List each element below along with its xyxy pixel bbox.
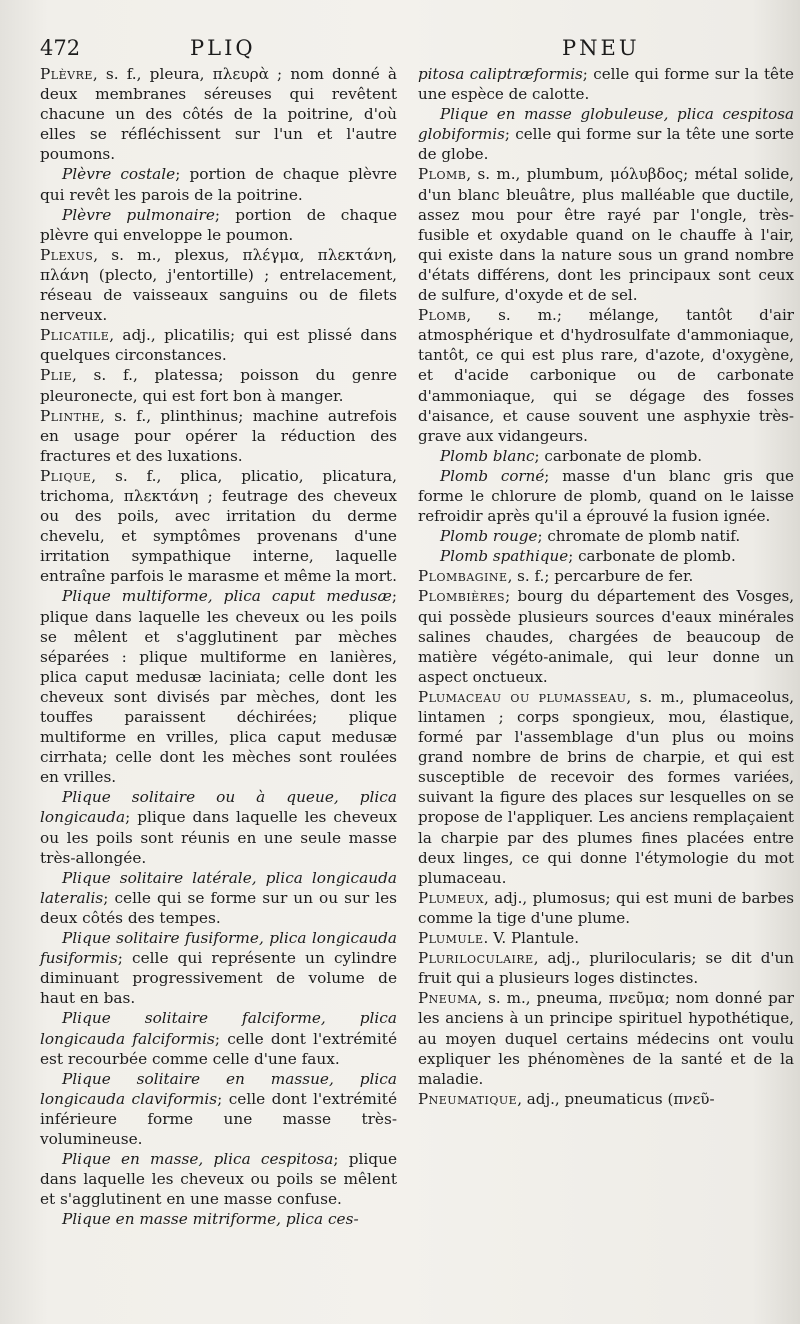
entry — [418, 64, 794, 104]
entry — [418, 546, 794, 566]
entry — [40, 787, 397, 867]
entry-definition: . V. Plantule. — [483, 929, 579, 948]
entry-headword: Plique en masse mitriforme, plica ces- — [62, 1210, 359, 1229]
entry-definition: ; celle qui représente un cylindre diminuant progressivement de volume de haut en bas. — [40, 949, 397, 1008]
entry — [418, 948, 794, 988]
entry-headword: Plique solitaire en massue, plica longicauda claviformis — [40, 1069, 397, 1108]
entry-headword: Plomb spathique — [440, 547, 569, 566]
entry — [40, 1008, 397, 1068]
entry — [40, 1149, 397, 1209]
entry-headword: Plomb — [418, 165, 467, 184]
entry — [40, 325, 397, 365]
entry — [418, 305, 794, 446]
entry-headword: Pneuma — [418, 989, 478, 1008]
entry-headword: Plumeux — [418, 888, 485, 907]
entry-definition: , s. m., plumaceolus, lintamen ; corps spongieux, mou, élastique, formé par l'assemblage d'un plus ou moins grand nombre de brins de charpie, et qui est susceptible de recevoir des formes variées, suivant la figure des places sur lesquelles on se propose de l'appliquer. Les anciens remplaçaient la charpie par des plumes fines placées entre deux linges, ce qui donne l'étymologie du mot plumaceau. — [418, 687, 794, 887]
entry-definition: ; celle dont l'extrémité inférieure forme une masse très-volumineuse. — [40, 1089, 397, 1148]
entry-definition: , s. f., platessa; poisson du genre pleuronecte, qui est fort bon à manger. — [40, 366, 397, 405]
entry-definition: , adj., plurilocularis; se dit d'un fruit qui a plusieurs loges distinctes. — [418, 949, 794, 988]
entry-definition: , s. f., pleura, πλευρὰ ; nom donné à deux membranes séreuses qui revêtent chacune un des côtés de la poitrine, d'où elles se réfléchissent sur l'un et l'autre poumons. — [40, 65, 397, 164]
entry-definition: ; masse d'un blanc gris que forme le chlorure de plomb, quand on le laisse refroidir après qu'il a éprouvé la fusion ignée. — [418, 466, 794, 526]
entry — [418, 164, 794, 305]
entry-headword: Plumaceau ou plumasseau — [418, 687, 627, 706]
entry — [418, 104, 794, 164]
entry-definition: , s. m., plexus, πλέγμα, πλεκτάνη, πλάνη (plecto, j'entortille) ; entrelacement, réseau de vaisseaux sanguins ou de filets nerveux. — [40, 245, 397, 325]
entry-headword: Plie — [40, 366, 72, 385]
entry-headword: Pneumatique — [418, 1089, 518, 1108]
entry-definition: , s. m., plumbum, μόλυβδος; métal solide, d'un blanc bleuâtre, plus malléable que ductile, assez mou pour être rayé par l'ongle, très-fusible et oxydable quand on le chauffe à l'air, qui existe dans la nature sous un grand nombre d'états différens, dont les principaux sont ceux de sulfure, d'oxyde et de sel. — [418, 165, 794, 305]
entry — [40, 1069, 397, 1149]
entry — [40, 586, 397, 787]
entry-headword: Plombières — [418, 587, 506, 606]
entry — [40, 406, 397, 466]
right-running-head: PNEU — [562, 36, 640, 60]
entry-definition: ; chromate de plomb natif. — [537, 527, 741, 546]
entry-headword: Plumule — [418, 929, 484, 948]
entry-definition: ; portion de chaque plèvre qui enveloppe le poumon. — [40, 205, 397, 244]
entry-headword: Plicatile — [40, 326, 110, 345]
entry-headword: Plique solitaire fusiforme, plica longicauda fusiformis — [40, 929, 397, 968]
entry-headword: Plique solitaire latérale, plica longicauda lateralis — [40, 868, 397, 907]
entry-definition: , adj., pneumaticus (πνεῦ- — [517, 1089, 715, 1108]
entry-definition: ; celle qui se forme sur un ou sur les deux côtés des tempes. — [40, 888, 397, 927]
entry — [40, 164, 397, 204]
entry — [418, 988, 794, 1088]
page-number: 472 — [40, 36, 81, 60]
entry — [418, 526, 794, 546]
entry-definition: , adj., plumosus; qui est muni de barbes comme la tige d'une plume. — [418, 888, 794, 927]
entry-headword: Plombagine — [418, 567, 508, 586]
entry-headword: Plèvre — [40, 65, 93, 83]
entry-definition: ; celle qui forme sur la tête une espèce de calotte. — [418, 65, 794, 104]
entry-headword: pitosa caliptræformis — [418, 65, 583, 83]
entry-headword: Plique — [40, 466, 92, 485]
left-running-head: PLIQ — [190, 36, 256, 60]
entry-headword: Plique solitaire ou à queue, plica longicauda — [40, 788, 397, 827]
entry-definition: , s. m.; mélange, tantôt d'air atmosphérique et d'hydrosulfate d'ammoniaque, tantôt, ce qui est plus rare, d'azote, d'oxygène, et d'acide carbonique ou de carbonate d'ammoniaque, qui se dégage des fosses d'aisance, et cause souvent une asphyxie très-grave aux vidangeurs. — [418, 306, 794, 445]
entry — [418, 928, 794, 948]
entry-definition: ; plique dans laquelle les cheveux ou poils se mêlent et s'agglutinent en une masse confuse. — [40, 1150, 397, 1209]
entry — [40, 1209, 397, 1229]
entry — [40, 868, 397, 928]
entry-definition: ; bourg du département des Vosges, qui possède plusieurs sources d'eaux minérales salines chaudes, chargées de beaucoup de matière végéto-animale, qui leur donne un aspect onctueux. — [418, 587, 794, 686]
entry — [418, 687, 794, 888]
entry-definition: ; celle dont l'extrémité est recourbée comme celle d'une faux. — [40, 1029, 397, 1068]
entry — [418, 466, 794, 526]
right-column — [418, 64, 794, 1109]
entry-definition: ; plique dans laquelle les cheveux ou les poils sont réunis en une seule masse très-allongée. — [40, 808, 397, 867]
entry-headword: Pluriloculaire — [418, 949, 534, 968]
entry — [418, 566, 794, 586]
entry-headword: Plique en masse, plica cespitosa — [62, 1150, 334, 1169]
entry — [40, 365, 397, 405]
entry-headword: Plique solitaire falciforme, plica longicauda falciformis — [40, 1009, 397, 1048]
entry-headword: Plèvre costale — [62, 165, 176, 184]
entry-definition: , s. m., pneuma, πνεῦμα; nom donné par les anciens à un principe spirituel hypothétique, au moyen duquel certains médecins ont voulu expliquer les phénomènes de la santé et de la maladie. — [418, 989, 794, 1088]
entry — [40, 466, 397, 587]
entry — [418, 1089, 794, 1109]
entry-definition: ; celle qui forme sur la tête une sorte de globe. — [418, 125, 794, 164]
entry-headword: Plèvre pulmonaire — [62, 205, 215, 224]
entry-definition: ; plique dans laquelle les cheveux ou les poils se mêlent et s'agglutinent par mèches séparées : plique multiforme en lanières, plica caput medusæ laciniata; celle dont les cheveux sont divisés par mèches, dont les touffes paraissent déchirées; plique multiforme en vrilles, plica caput medusæ cirrhata; celle dont les mèches sont roulées en vrilles. — [40, 587, 397, 787]
entry-headword: Plomb — [418, 306, 467, 325]
left-column — [40, 64, 397, 1229]
entry — [418, 446, 794, 466]
entry-definition: ; carbonate de plomb. — [568, 547, 736, 566]
entry-headword: Plomb corné — [440, 466, 545, 485]
entry-definition: , adj., plicatilis; qui est plissé dans quelques circonstances. — [40, 326, 397, 365]
entry-headword: Plinthe — [40, 406, 101, 425]
entry-headword: Plique en masse globuleuse, plica cespitosa globiformis — [418, 105, 794, 144]
entry-definition: , s. f.; percarbure de fer. — [507, 567, 694, 586]
entry-definition: , s. f., plica, plicatio, plicatura, trichoma, πλεκτάνη ; feutrage des cheveux ou des poils, avec irritation du derme chevelu, et symptômes provenans d'une irritation sympathique interne, laquelle entraîne parfois le marasme et même la mort. — [40, 466, 397, 586]
entry — [418, 586, 794, 686]
entry-definition: ; portion de chaque plèvre qui revêt les parois de la poitrine. — [40, 165, 397, 204]
entry — [40, 64, 397, 164]
entry-headword: Plomb blanc — [440, 446, 535, 465]
entry-headword: Plomb rouge — [440, 527, 538, 546]
entry — [40, 205, 397, 245]
entry-definition: , s. f., plinthinus; machine autrefois en usage pour opérer la réduction des fractures et des luxations. — [40, 406, 397, 465]
entry — [418, 888, 794, 928]
page-header — [40, 36, 800, 66]
entry-headword: Plexus — [40, 245, 94, 264]
entry-definition: ; carbonate de plomb. — [534, 446, 703, 465]
entry — [40, 928, 397, 1008]
entry — [40, 245, 397, 325]
entry-headword: Plique multiforme, plica caput medusæ — [62, 587, 392, 606]
